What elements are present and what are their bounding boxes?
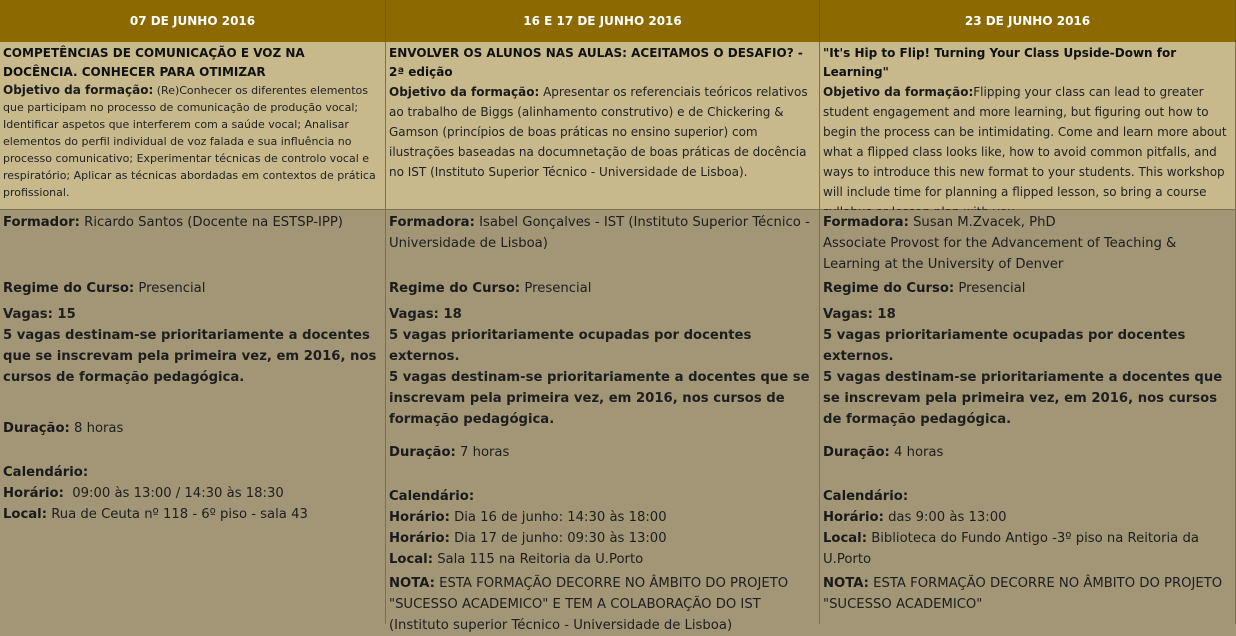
location-label: Local:	[823, 531, 867, 546]
schedule-text: Dia 16 de junho: 14:30 às 18:00	[454, 510, 667, 525]
trainer-text: Susan M.Zvacek, PhD	[913, 215, 1056, 230]
calendar-label: Calendário:	[823, 489, 909, 504]
date-label: 23 DE JUNHO 2016	[964, 14, 1091, 28]
vacancies-text: 5 vagas destinam-se prioritariamente a docentes que se inscrevam pela primeira vez, em 2016, nos cursos de formação pedagógica.	[823, 370, 1223, 427]
schedule-text: Dia 17 de junho: 09:30 às 13:00	[454, 531, 667, 546]
course-title: COMPETÊNCIAS DE COMUNICAÇÃO E VOZ NA DOCÊNCIA. CONHECER PARA OTIMIZAR	[3, 46, 305, 79]
location-label: Local:	[3, 507, 47, 522]
trainer-label: Formador:	[3, 215, 80, 230]
note-text: ESTA FORMAÇÃO DECORRE NO ÂMBITO DO PROJETO "SUCESSO ACADEMICO" E TEM A COLABORAÇÃO DO IST (Instituto superior Técnico - Universidade de Lisboa)	[389, 576, 789, 633]
regime-line	[389, 278, 816, 299]
column-header-date	[386, 0, 820, 42]
duration-line	[389, 442, 816, 463]
location-line	[823, 528, 1232, 570]
vacancies-text: 5 vagas destinam-se prioritariamente a docentes que se inscrevam pela primeira vez, em 2016, nos cursos de formação pedagógica.	[3, 328, 377, 385]
schedule-line	[389, 528, 816, 549]
calendar-label: Calendário:	[389, 489, 475, 504]
vacancies-label: Vagas: 18	[823, 307, 896, 322]
trainer-label: Formadora:	[823, 215, 909, 230]
duration-label: Duração:	[389, 445, 456, 460]
note-label: NOTA:	[823, 576, 869, 591]
schedule-text: das 9:00 às 13:00	[888, 510, 1007, 525]
objective-text: (Re)Conhecer os diferentes elementos que participam no processo de comunicação de produção vocal; Identificar aspetos que interferem com a saúde vocal; Analisar elementos do perfil individual de voz falada e sua influência no processo comunicativo; Experimentar técnicas de controlo vocal e respiratório; Aplicar as técnicas abordadas em contextos de prática profissional.	[3, 84, 376, 199]
course-details-cell	[0, 210, 386, 624]
location-label: Local:	[389, 552, 433, 567]
note-text: ESTA FORMAÇÃO DECORRE NO ÂMBITO DO PROJETO "SUCESSO ACADEMICO"	[823, 576, 1223, 612]
course-details-cell	[386, 210, 820, 633]
course-objective	[3, 82, 382, 201]
vacancies-label: Vagas: 15	[3, 307, 76, 322]
duration-text: 8 horas	[74, 421, 124, 436]
objective-text: Flipping your class can lead to greater student engagement and more learning, but figuring out how to begin the process can be intimidating. Come and learn more about what a flipped class looks like, how to avoid common pitfalls, and ways to introduce this new format to your students. This workshop will include time for planning a flipped lesson, so bring a course	[823, 85, 1227, 199]
trainer-affiliation: Associate Provost for the Advancement of Teaching & Learning at the University of Denver	[823, 236, 1177, 272]
vacancies-text: 5 vagas prioritariamente ocupadas por docentes externos.	[389, 328, 752, 364]
course-objective	[389, 82, 816, 182]
trainer-line	[823, 212, 1232, 233]
date-label: 07 DE JUNHO 2016	[129, 14, 256, 28]
schedule-text: 09:00 às 13:00 / 14:30 às 18:30	[72, 486, 284, 501]
trainer-line	[3, 212, 382, 233]
calendar-label: Calendário:	[3, 465, 89, 480]
course-details-cell	[820, 210, 1236, 624]
column-header-date	[0, 0, 386, 42]
course-description-cell	[820, 42, 1236, 210]
duration-line	[823, 442, 1232, 463]
regime-text: Presencial	[958, 281, 1026, 296]
schedule-line	[823, 507, 1232, 528]
regime-label: Regime do Curso:	[3, 281, 135, 296]
trainer-label: Formadora:	[389, 215, 475, 230]
course-title: "It's Hip to Flip! Turning Your Class Upside-Down for Learning"	[823, 46, 1177, 79]
schedule-line	[3, 483, 382, 504]
schedule-label: Horário:	[823, 510, 884, 525]
course-description-cell	[0, 42, 386, 210]
regime-line	[823, 278, 1232, 299]
course-objective	[823, 82, 1232, 222]
objective-label: Objetivo da formação:	[823, 85, 974, 99]
duration-label: Duração:	[823, 445, 890, 460]
note-line	[823, 573, 1232, 615]
location-text: Sala 115 na Reitoria da U.Porto	[437, 552, 644, 567]
course-title: ENVOLVER OS ALUNOS NAS AULAS: ACEITAMOS O DESAFIO? - 2ª edição	[389, 46, 803, 79]
duration-text: 7 horas	[460, 445, 510, 460]
regime-line	[3, 278, 382, 299]
trainer-line	[389, 212, 816, 254]
column-header-date	[820, 0, 1236, 42]
vacancies-label: Vagas: 18	[389, 307, 462, 322]
trainer-text: Isabel Gonçalves - IST (Instituto Superior Técnico - Universidade de Lisboa)	[389, 215, 810, 251]
course-description-cell	[386, 42, 820, 210]
schedule-label: Horário:	[389, 531, 450, 546]
vacancies-text: 5 vagas destinam-se prioritariamente a docentes que se inscrevam pela primeira vez, em 2016, nos cursos de formação pedagógica.	[389, 370, 810, 427]
note-label: NOTA:	[389, 576, 435, 591]
vacancies-text: 5 vagas prioritariamente ocupadas por docentes externos.	[823, 328, 1186, 364]
duration-text: 4 horas	[894, 445, 944, 460]
trainer-text: Ricardo Santos (Docente na ESTSP-IPP)	[84, 215, 343, 230]
regime-label: Regime do Curso:	[389, 281, 521, 296]
location-line	[389, 549, 816, 570]
schedule-line	[389, 507, 816, 528]
note-line	[389, 573, 816, 636]
objective-label: Objetivo da formação:	[389, 85, 540, 99]
schedule-label: Horário:	[3, 486, 64, 501]
duration-line	[3, 418, 382, 439]
regime-label: Regime do Curso:	[823, 281, 955, 296]
objective-text: Apresentar os referenciais teóricos relativos ao trabalho de Biggs (alinhamento construtivo) e de Chickering & Gamson (princípios de boas práticas no ensino superior) com ilustrações baseadas na documnetação de boas práticas de docência no IST (Instituto Superior Técnico - Universidade de Lisboa).	[389, 85, 808, 179]
regime-text: Presencial	[524, 281, 592, 296]
duration-label: Duração:	[3, 421, 70, 436]
schedule-label: Horário:	[389, 510, 450, 525]
regime-text: Presencial	[138, 281, 206, 296]
location-line	[3, 504, 382, 525]
date-label: 16 E 17 DE JUNHO 2016	[523, 14, 682, 28]
objective-label: Objetivo da formação:	[3, 83, 154, 97]
location-text: Biblioteca do Fundo Antigo -3º piso na Reitoria da U.Porto	[823, 531, 1199, 567]
location-text: Rua de Ceuta nº 118 - 6º piso - sala 43	[51, 507, 308, 522]
